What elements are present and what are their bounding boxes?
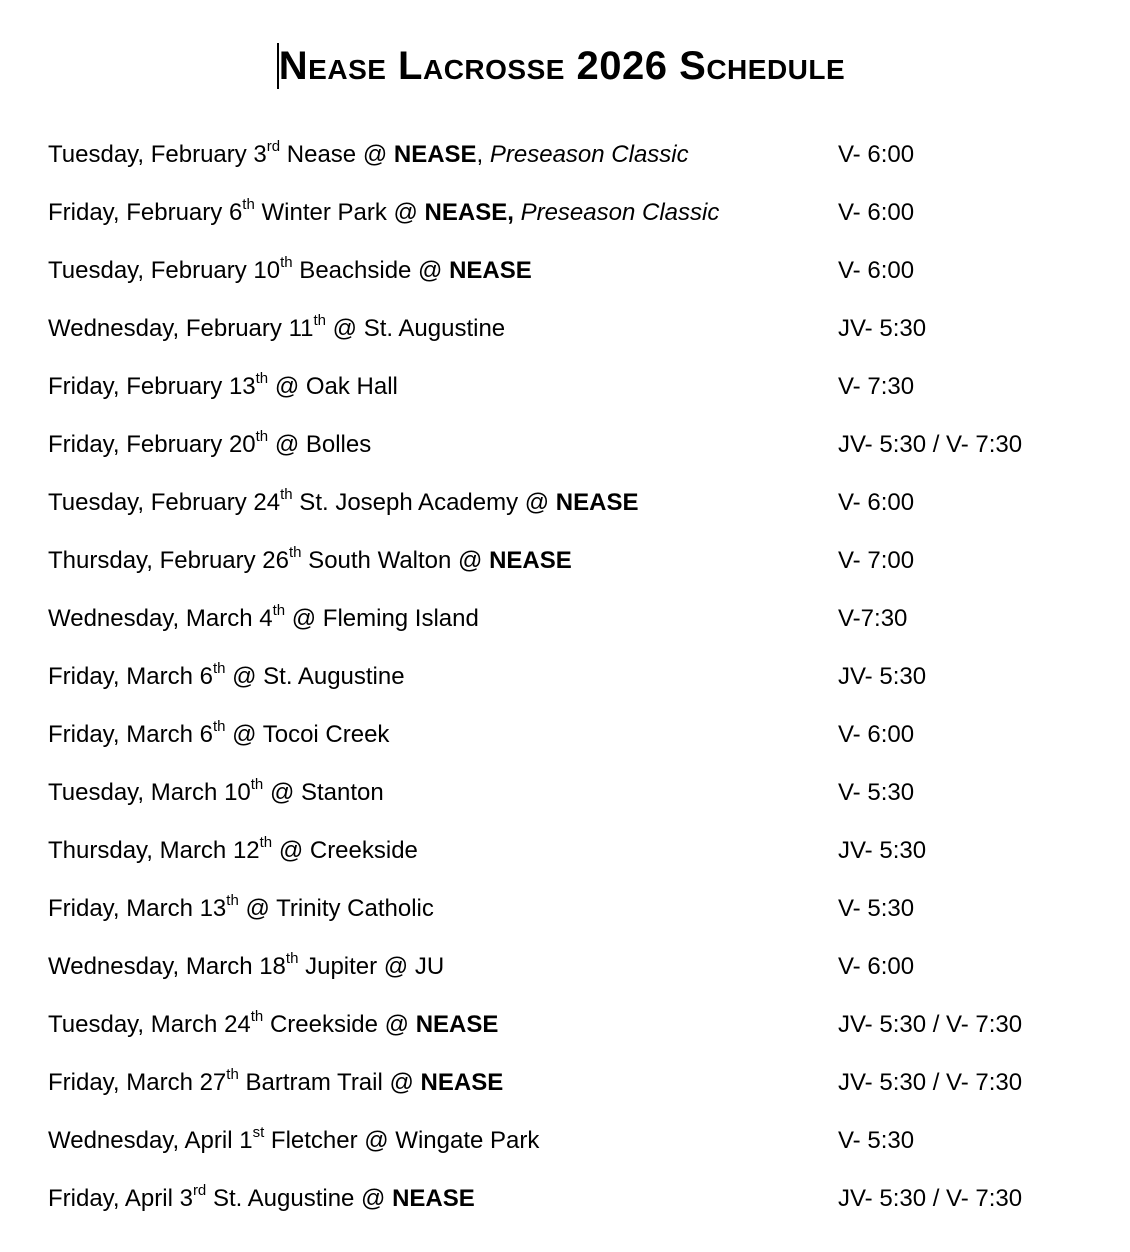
game-time: V- 7:30 [838,373,915,400]
date-ordinal-suffix: th [242,196,255,213]
game-date: Wednesday, February 11 [48,315,314,342]
date-ordinal-suffix: st [252,1124,265,1141]
game-matchup: Bartram Trail @ [238,1069,421,1096]
schedule-row [48,884,1108,942]
game-time: JV- 5:30 / V- 7:30 [838,1069,1023,1096]
home-team: NEASE [555,489,639,516]
date-ordinal-suffix: th [250,776,264,793]
date-ordinal-suffix: th [212,718,226,735]
game-matchup: @ Oak Hall [268,373,398,400]
document-title-text: Nease Lacrosse 2026 Schedule [278,44,846,88]
schedule-row [48,1000,1108,1058]
game-date: Tuesday, March 24 [48,1011,251,1038]
game-matchup: @ Tocoi Creek [225,721,390,748]
game-matchup: Creekside @ [263,1011,416,1038]
game-matchup: Nease @ [280,141,394,168]
game-description [48,188,719,238]
game-time: V-7:30 [838,605,908,632]
game-time: V- 5:30 [838,895,915,922]
schedule-row [48,1116,1108,1174]
schedule-row [48,594,1108,652]
game-time: JV- 5:30 / V- 7:30 [838,1011,1023,1038]
game-date: Friday, February 13 [48,373,256,400]
date-ordinal-suffix: th [212,660,226,677]
schedule-row [48,362,1108,420]
schedule-row [48,768,1108,826]
game-date: Thursday, March 12 [48,837,260,864]
game-date: Friday, February 20 [48,431,256,458]
game-date: Friday, February 6 [48,199,243,226]
game-time: V- 6:00 [838,489,915,516]
home-team: NEASE [392,1185,475,1212]
game-time: JV- 5:30 [838,663,927,690]
game-matchup: Beachside @ [292,257,450,284]
game-date: Tuesday, February 3 [48,141,267,168]
schedule-list [48,130,1108,1232]
game-date: Friday, March 6 [48,721,213,748]
home-team: NEASE, [424,199,514,226]
game-time: V- 5:30 [838,779,915,806]
game-description [48,362,398,412]
schedule-row [48,826,1108,884]
game-description [48,768,384,818]
game-date: Friday, March 6 [48,663,213,690]
date-ordinal-suffix: th [280,254,293,271]
schedule-row [48,1058,1108,1116]
date-ordinal-suffix: th [250,1008,264,1025]
event-note: Preseason Classic [520,199,720,226]
game-description [48,1174,475,1224]
schedule-row [48,130,1108,188]
game-matchup: @ Bolles [268,431,372,458]
schedule-row [48,652,1108,710]
game-time: V- 6:00 [838,721,915,748]
game-time: JV- 5:30 / V- 7:30 [838,1185,1023,1212]
game-date: Wednesday, April 1 [48,1127,253,1154]
game-date: Friday, March 13 [48,895,227,922]
game-time: V- 6:00 [838,953,915,980]
game-matchup: @ Stanton [263,779,384,806]
text-cursor [277,43,279,89]
separator [514,199,521,226]
game-date: Tuesday, February 10 [48,257,281,284]
game-time: JV- 5:30 [838,837,927,864]
event-note: Preseason Classic [489,141,689,168]
schedule-row [48,246,1108,304]
game-description [48,710,389,760]
date-ordinal-suffix: th [259,834,273,851]
game-description [48,942,444,992]
home-team: NEASE [415,1011,499,1038]
game-time: V- 6:00 [838,141,915,168]
game-date: Thursday, February 26 [48,547,289,574]
game-description [48,420,371,470]
date-ordinal-suffix: th [255,428,269,445]
schedule-row [48,710,1108,768]
date-ordinal-suffix: th [313,312,326,329]
game-matchup: Winter Park @ [254,199,425,226]
home-team: NEASE [393,141,477,168]
home-team: NEASE [449,257,532,284]
game-matchup: Fletcher @ Wingate Park [264,1127,540,1154]
schedule-row [48,1174,1108,1232]
game-matchup: Jupiter @ JU [298,953,445,980]
game-description [48,1058,503,1108]
document-title[interactable] [277,40,845,92]
separator: , [476,141,490,168]
game-description [48,884,434,934]
game-description [48,652,405,702]
schedule-row [48,942,1108,1000]
game-description [48,826,418,876]
game-description [48,130,689,180]
game-time: V- 6:00 [838,257,915,284]
game-description [48,478,638,528]
date-ordinal-suffix: th [226,892,239,909]
date-ordinal-suffix: rd [266,138,281,155]
game-date: Friday, March 27 [48,1069,227,1096]
game-description [48,1000,498,1050]
home-team: NEASE [420,1069,504,1096]
game-time: V- 6:00 [838,199,915,226]
game-matchup: St. Joseph Academy @ [292,489,556,516]
game-matchup: @ St. Augustine [326,315,506,342]
game-time: V- 7:00 [838,547,915,574]
game-date: Tuesday, February 24 [48,489,281,516]
game-matchup: South Walton @ [301,547,490,574]
game-date: Wednesday, March 18 [48,953,286,980]
game-matchup: @ Creekside [272,837,418,864]
date-ordinal-suffix: th [255,370,269,387]
game-matchup: @ Trinity Catholic [238,895,434,922]
schedule-row [48,420,1108,478]
game-matchup: St. Augustine @ [206,1185,393,1212]
date-ordinal-suffix: th [289,544,302,561]
game-date: Tuesday, March 10 [48,779,251,806]
date-ordinal-suffix: th [272,602,286,619]
game-time: JV- 5:30 / V- 7:30 [838,431,1023,458]
game-matchup: @ St. Augustine [225,663,405,690]
date-ordinal-suffix: rd [192,1182,207,1199]
game-description [48,1116,539,1166]
game-description [48,536,572,586]
date-ordinal-suffix: th [280,486,293,503]
game-date: Wednesday, March 4 [48,605,273,632]
game-date: Friday, April 3 [48,1185,193,1212]
schedule-row [48,536,1108,594]
game-description [48,594,479,644]
game-description [48,304,505,354]
home-team: NEASE [489,547,572,574]
date-ordinal-suffix: th [226,1066,239,1083]
game-time: JV- 5:30 [838,315,927,342]
schedule-row [48,478,1108,536]
date-ordinal-suffix: th [285,950,299,967]
schedule-row [48,188,1108,246]
game-matchup: @ Fleming Island [285,605,479,632]
game-description [48,246,532,296]
game-time: V- 5:30 [838,1127,915,1154]
title-container [0,40,1122,92]
schedule-row [48,304,1108,362]
